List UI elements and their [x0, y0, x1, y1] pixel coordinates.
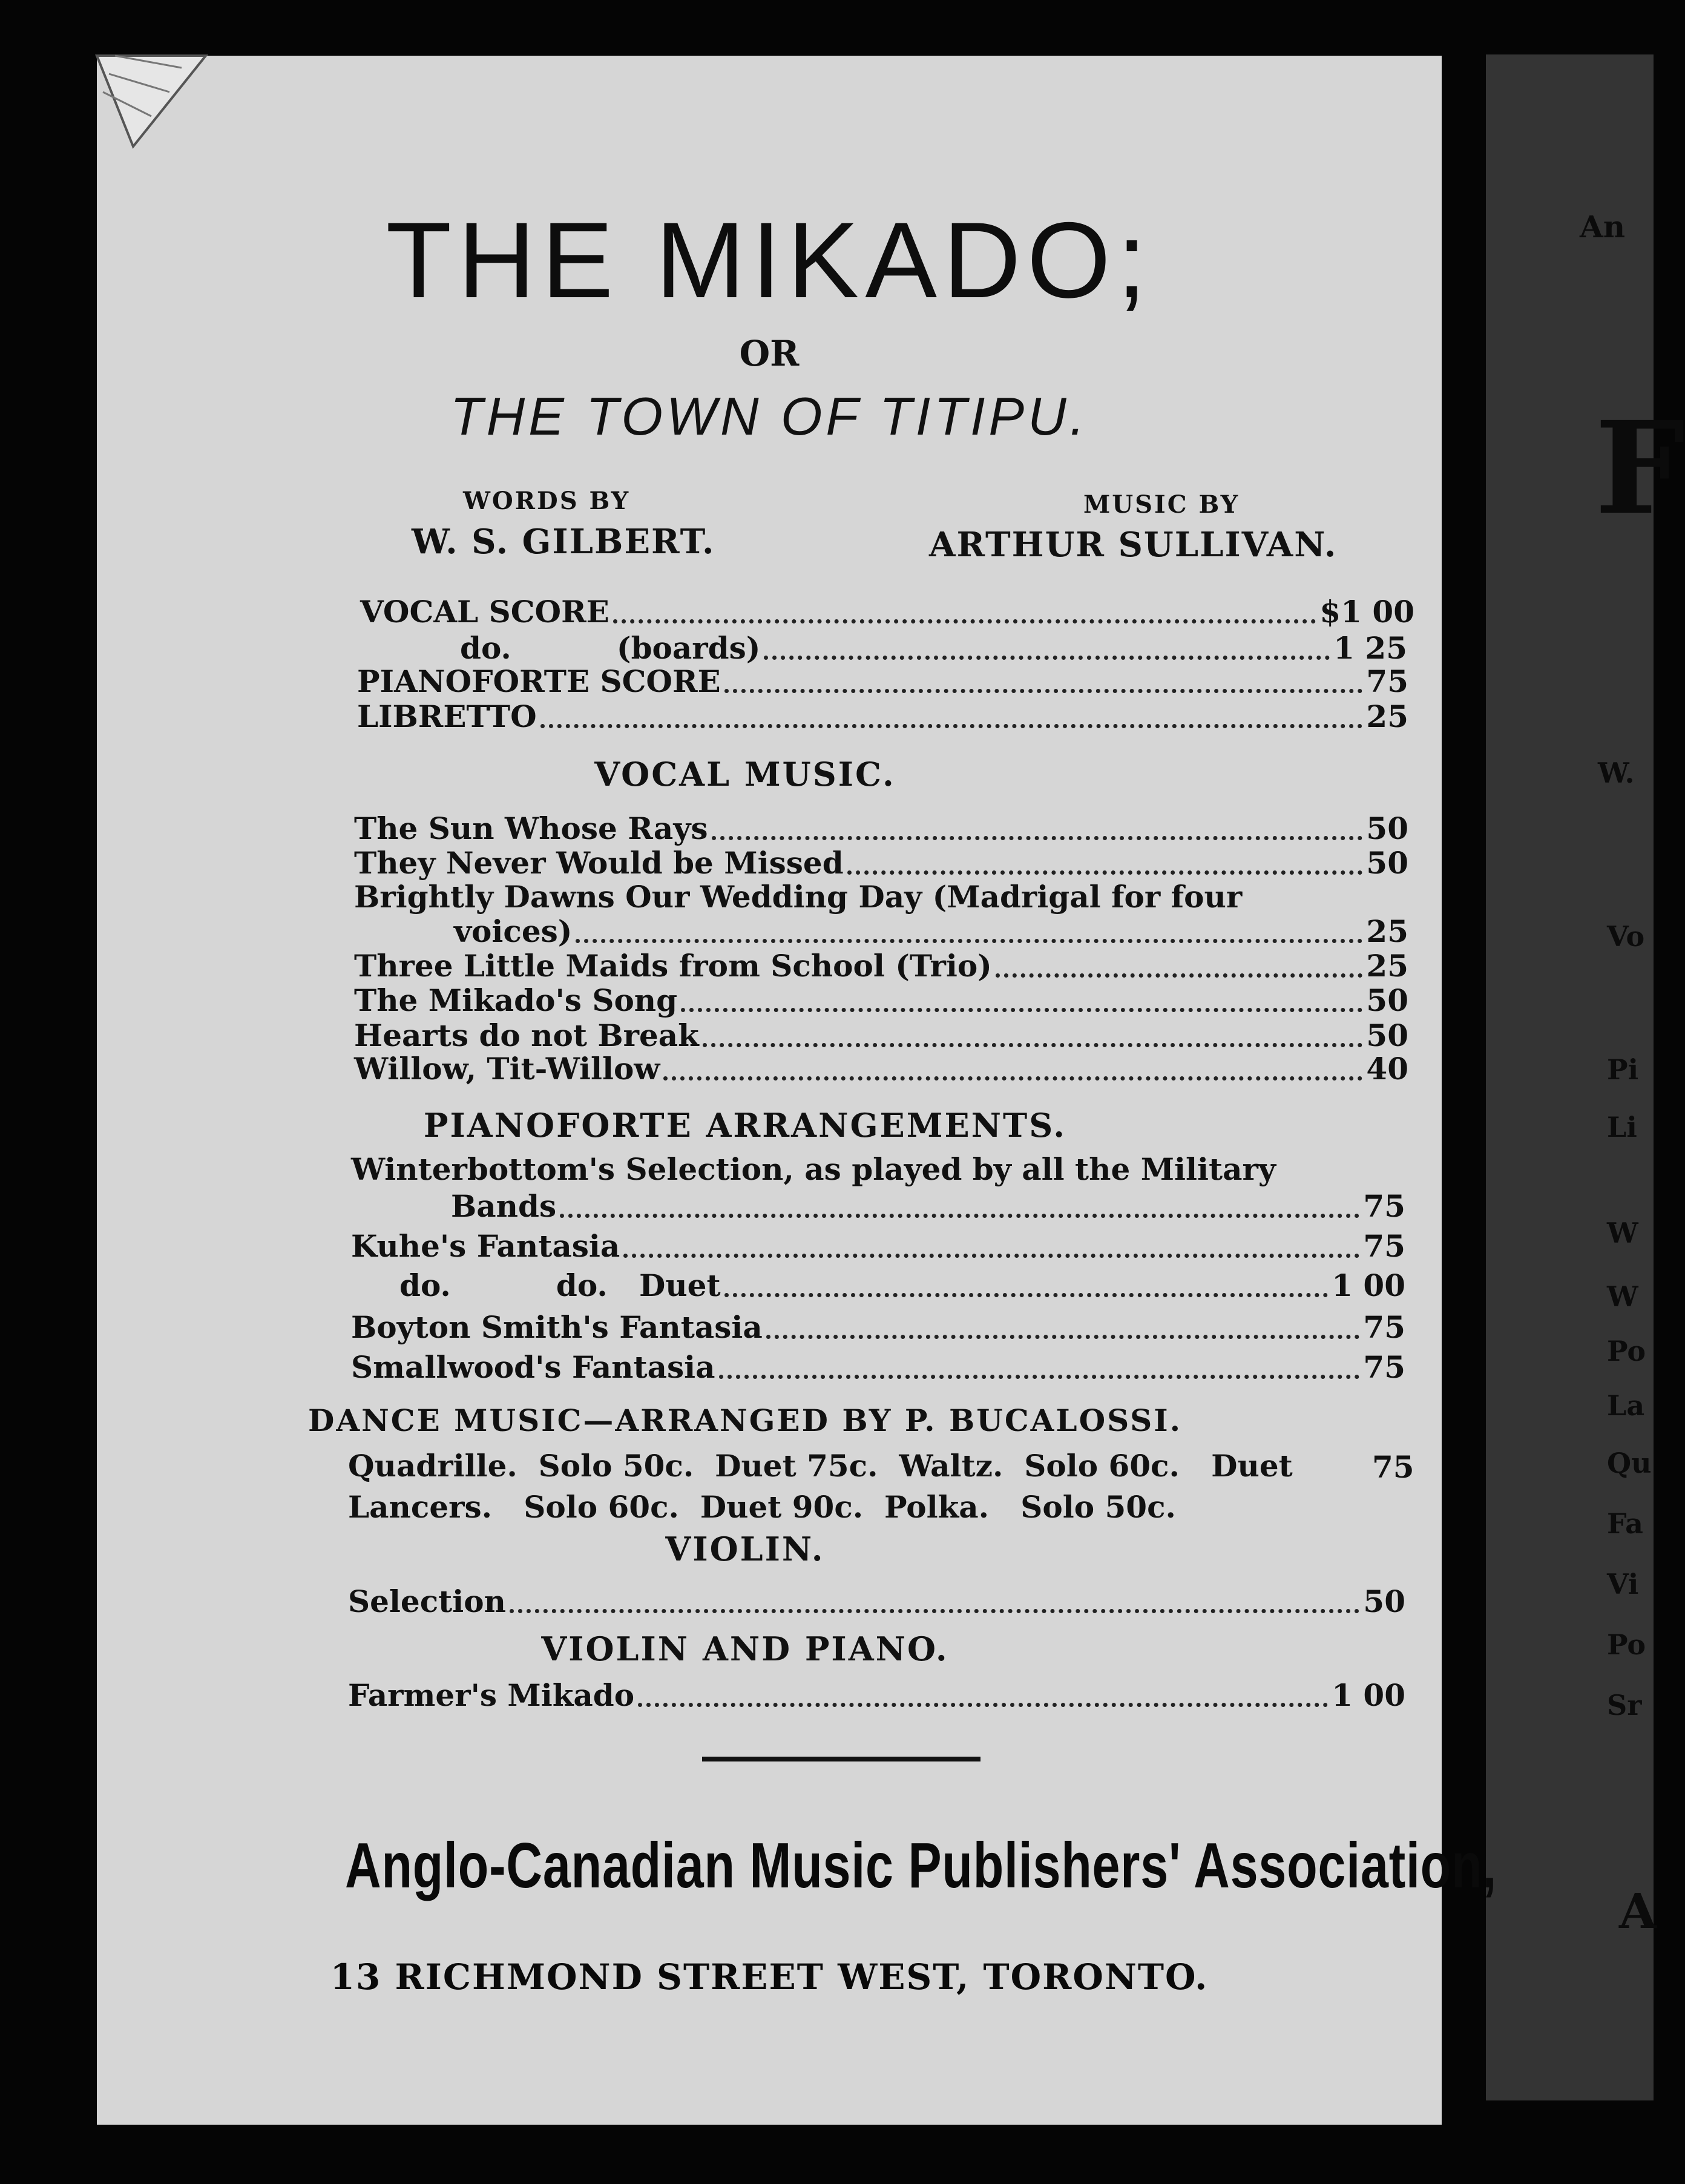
item-label: They Never Would be Missed — [354, 845, 844, 881]
adjacent-page-fragment: Vo — [1607, 920, 1645, 953]
leader-dots — [996, 973, 1363, 978]
item-price: 75 — [1372, 1449, 1414, 1485]
item-label: Three Little Maids from School (Trio) — [354, 948, 992, 984]
item-label: do. (boards) — [460, 630, 761, 666]
leader-dots — [703, 1043, 1363, 1047]
price-row — [451, 1189, 1405, 1224]
item-price: 1 00 — [1332, 1268, 1405, 1303]
item-label: LIBRETTO — [357, 699, 537, 734]
item-price: $1 00 — [1319, 594, 1414, 630]
lyricist-name: W. S. GILBERT. — [412, 522, 715, 562]
price-row — [354, 1018, 1408, 1053]
folded-corner-mark — [97, 56, 206, 153]
divider-rule — [702, 1757, 980, 1761]
item-price: 25 — [1366, 913, 1408, 949]
price-row — [351, 1229, 1405, 1264]
dance-line-lancers: Lancers. Solo 60c. Duet 90c. Polka. Solo 50c. — [348, 1489, 1176, 1525]
item-price: 75 — [1363, 1349, 1405, 1385]
item-price: 1 25 — [1333, 630, 1407, 666]
leader-dots — [638, 1703, 1328, 1707]
price-row — [348, 1584, 1405, 1619]
adjacent-page-fragment: W — [1607, 1280, 1638, 1313]
leader-dots — [724, 1293, 1329, 1297]
title-or: OR — [739, 333, 800, 374]
item-label: Hearts do not Break — [354, 1018, 699, 1053]
publisher-name: Anglo-Canadian Music Publishers' Association, — [345, 1830, 1497, 1901]
item-price: 75 — [1366, 663, 1408, 699]
item-label: Willow, Tit-Willow — [354, 1051, 660, 1087]
leader-dots — [719, 1375, 1360, 1379]
leader-dots — [847, 870, 1363, 875]
adjacent-page-fragment: Pi — [1607, 1053, 1639, 1086]
section-heading-dance-music: DANCE MUSIC—ARRANGED BY P. BUCALOSSI. — [307, 1403, 1183, 1438]
item-label: Selection — [348, 1584, 506, 1619]
item-label: VOCAL SCORE — [360, 594, 609, 630]
price-row — [354, 983, 1408, 1018]
adjacent-page-fragment: W — [1607, 1217, 1638, 1249]
item-label: The Mikado's Song — [354, 982, 678, 1018]
price-row — [354, 1051, 1408, 1087]
item-label: Smallwood's Fantasia — [351, 1349, 715, 1385]
item-price: 75 — [1363, 1188, 1405, 1224]
item-price: 75 — [1363, 1228, 1405, 1264]
item-price: 50 — [1363, 1584, 1405, 1619]
adjacent-page-fragment: Qu — [1607, 1447, 1652, 1479]
price-row — [351, 1350, 1405, 1385]
item-price: 50 — [1366, 845, 1408, 881]
composer-name: ARTHUR SULLIVAN. — [929, 525, 1338, 565]
section-heading-violin-and-piano: VIOLIN AND PIANO. — [541, 1630, 949, 1668]
item-price: 1 00 — [1332, 1677, 1405, 1713]
leader-dots — [613, 619, 1316, 623]
leader-dots — [663, 1076, 1362, 1080]
adjacent-page-fragment: Vi — [1607, 1568, 1639, 1600]
sheet-music-back-cover — [97, 56, 1497, 2125]
item-price: 50 — [1366, 811, 1408, 846]
adjacent-page-fragment: W. — [1598, 757, 1635, 789]
dance-line-quadrille: Quadrille. Solo 50c. Duet 75c. Waltz. Solo 60c. Duet — [348, 1448, 1293, 1484]
item-label: Kuhe's Fantasia — [351, 1228, 620, 1264]
adjacent-page-fragment: Fa — [1607, 1507, 1643, 1540]
item-price: 50 — [1366, 982, 1408, 1018]
price-row — [354, 846, 1408, 881]
page-subtitle: THE TOWN OF TITIPU. — [450, 386, 1089, 446]
adjacent-page-fragment: Po — [1607, 1335, 1646, 1367]
adjacent-page-fragment: A — [1619, 1883, 1657, 1939]
leader-dots — [764, 656, 1330, 660]
item-price: 75 — [1363, 1309, 1405, 1345]
adjacent-page-fragment: Sr — [1607, 1689, 1642, 1722]
item-label: Winterbottom's Selection, as played by all the Military — [351, 1151, 1276, 1187]
music-by-label: MUSIC BY — [1083, 490, 1240, 519]
publisher-address: 13 RICHMOND STREET WEST, TORONTO. — [330, 1956, 1209, 1998]
item-label: do. do. Duet — [399, 1268, 721, 1303]
price-row — [360, 594, 1414, 630]
item-label: Bands — [451, 1188, 557, 1224]
leader-dots — [724, 689, 1363, 693]
price-row — [357, 664, 1408, 699]
price-row — [348, 1678, 1405, 1713]
adjacent-page-fragment: Li — [1607, 1111, 1637, 1143]
price-row — [351, 1310, 1405, 1345]
leader-dots — [540, 724, 1363, 728]
price-row — [460, 631, 1407, 666]
item-price: 40 — [1366, 1051, 1408, 1087]
words-by-label: WORDS BY — [463, 487, 631, 515]
adjacent-page-fragment: An — [1580, 209, 1626, 245]
section-heading-pianoforte: PIANOFORTE ARRANGEMENTS. — [423, 1106, 1067, 1145]
item-label: Farmer's Mikado — [348, 1677, 635, 1713]
leader-dots — [510, 1609, 1359, 1613]
price-row — [357, 699, 1408, 734]
adjacent-page-fragment: Po — [1607, 1628, 1646, 1661]
leader-dots — [681, 1008, 1362, 1012]
price-row — [399, 1268, 1405, 1303]
item-label: Boyton Smith's Fantasia — [351, 1309, 763, 1345]
section-heading-vocal-music: VOCAL MUSIC. — [594, 755, 896, 794]
leader-dots — [576, 939, 1362, 943]
item-label: PIANOFORTE SCORE — [357, 663, 721, 699]
item-price: 50 — [1366, 1018, 1408, 1053]
adjacent-page-fragment: La — [1607, 1389, 1645, 1422]
page-title: THE MIKADO; — [386, 200, 1153, 320]
price-row — [454, 914, 1408, 949]
adjacent-page-fragment: F — [1595, 393, 1685, 543]
adjacent-page — [1486, 54, 1685, 2100]
item-label: Brightly Dawns Our Wedding Day (Madrigal for four — [354, 879, 1243, 915]
item-label: The Sun Whose Rays — [354, 811, 708, 846]
leader-dots — [560, 1214, 1359, 1218]
leader-dots — [712, 836, 1363, 840]
section-heading-violin: VIOLIN. — [665, 1530, 825, 1568]
leader-dots — [766, 1335, 1360, 1339]
item-price: 25 — [1366, 948, 1408, 984]
price-row — [354, 949, 1408, 984]
item-label: voices) — [454, 913, 573, 949]
item-price: 25 — [1366, 699, 1408, 734]
leader-dots — [623, 1254, 1359, 1258]
price-row — [354, 811, 1408, 846]
